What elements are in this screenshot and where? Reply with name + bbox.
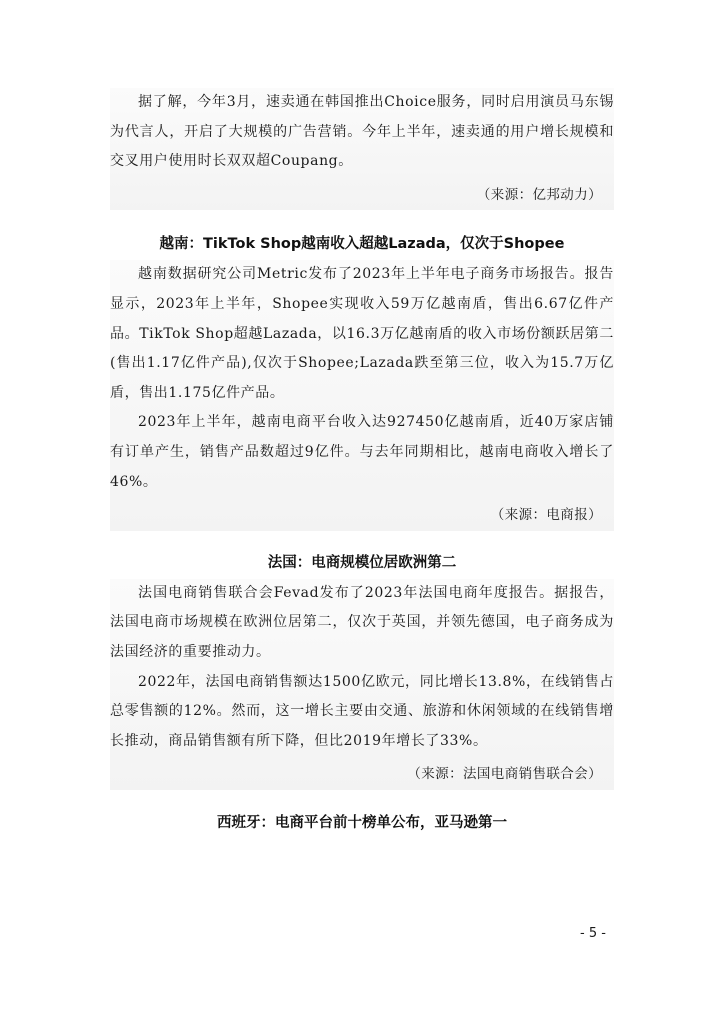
vietnam-paragraph-1: 越南数据研究公司Metric发布了2023年上半年电子商务市场报告。报告显示，2023年上半年，Shopee实现收入59万亿越南盾，售出6.67亿件产品。TikTok Shop超越Lazada，以16.3万亿越南盾的收入市场份额跃居第二(售出1.17亿件产品),仅次于Shopee;Lazada跌至第三位，收入为15.7万亿盾，售出1.175亿件产品。 — [110, 266, 614, 401]
vietnam-section — [110, 260, 614, 530]
france-heading: 法国：电商规模位居欧洲第二 — [267, 554, 457, 571]
spain-heading: 西班牙：电商平台前十榜单公布，亚马逊第一 — [217, 814, 507, 831]
page-number: - 5 - — [580, 926, 606, 941]
document-body — [110, 88, 614, 833]
france-paragraph-2: 2022年，法国电商销售额达1500亿欧元，同比增长13.8%，在线销售占总零售额的12%。然而，这一增长主要由交通、旅游和休闲领域的在线销售增长推动，商品销售额有所下降，但比2019年增长了33%。 — [110, 673, 614, 749]
vietnam-heading: 越南：TikTok Shop越南收入超越Lazada，仅次于Shopee — [159, 236, 565, 253]
france-section — [110, 579, 614, 790]
intro-paragraph: 据了解，今年3月，速卖通在韩国推出Choice服务，同时启用演员马东锡为代言人，开启了大规模的广告营销。今年上半年，速卖通的用户增长规模和交叉用户使用时长双双超Coupang。 — [110, 94, 614, 170]
intro-section — [110, 88, 614, 210]
france-source: （来源：法国电商销售联合会） — [407, 766, 602, 783]
vietnam-paragraph-2: 2023年上半年，越南电商平台收入达927450亿越南盾，近40万家店铺有订单产生，销售产品数超过9亿件。与去年同期相比，越南电商收入增长了46%。 — [110, 414, 614, 490]
intro-source: （来源：亿邦动力） — [476, 186, 602, 203]
vietnam-source: （来源：电商报） — [490, 507, 602, 524]
france-paragraph-1: 法国电商销售联合会Fevad发布了2023年法国电商年度报告。据报告，法国电商市场规模在欧洲位居第二，仅次于英国，并领先德国，电子商务成为法国经济的重要推动力。 — [110, 584, 614, 660]
